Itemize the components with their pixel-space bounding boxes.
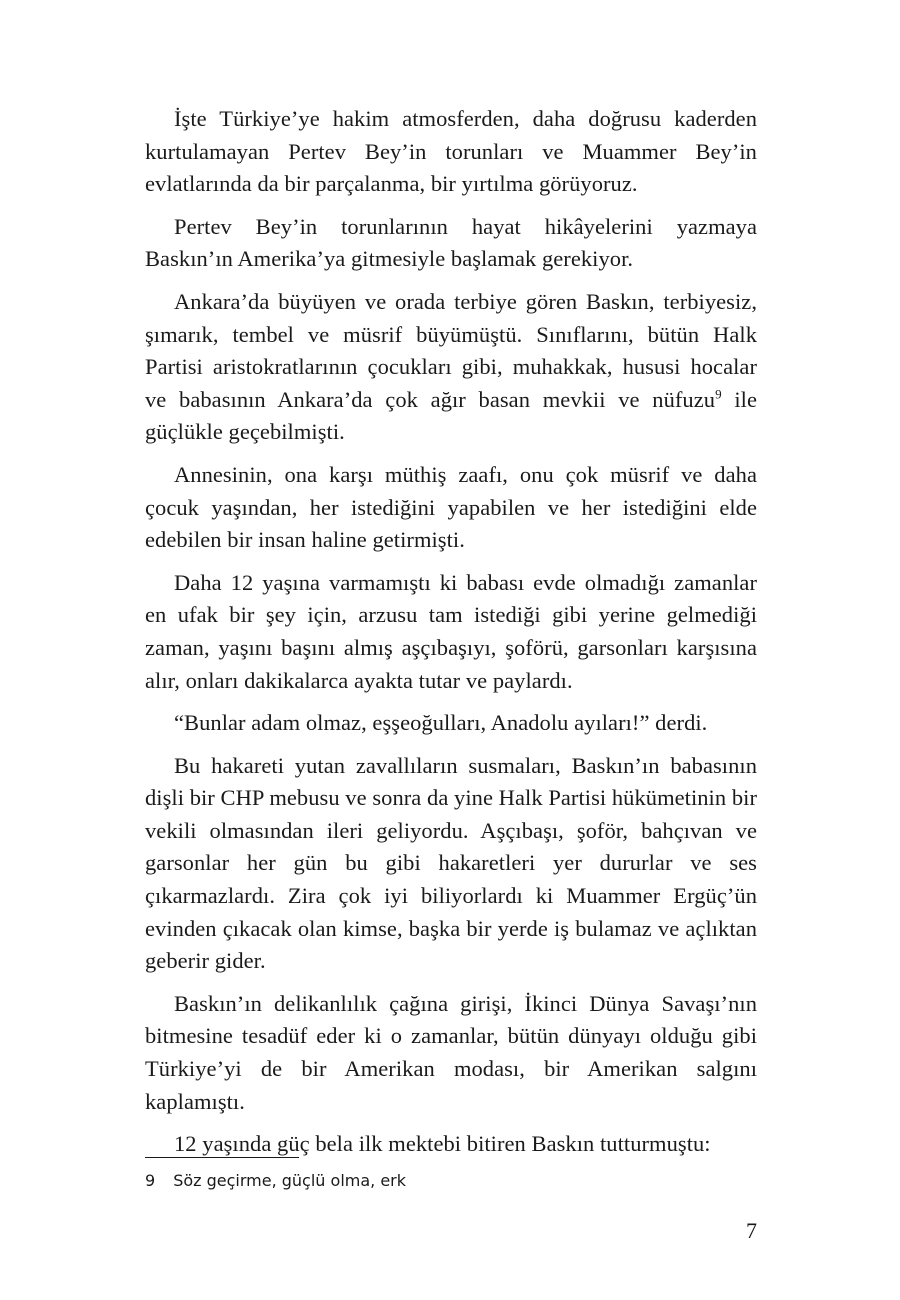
paragraph-9: 12 yaşında güç bela ilk mektebi bitiren Baskın tutturmuştu: [174, 1131, 711, 1157]
paragraph-8: Baskın’ın delikanlılık çağına girişi, İkinci Dünya Savaşı’nın bitmesine tesadüf eder ki o zamanlar, bütün dünyayı olduğu gibi Türkiye’yi de bir Amerikan modası, bir Amerikan salgını kaplamıştı. [145, 990, 757, 1114]
paragraph-2: Pertev Bey’in torunlarının hayat hikâyelerini yazmaya Baskın’ın Amerika’ya gitmesiyle başlamak gerekiyor. [145, 213, 757, 272]
paragraph-7: Bu hakareti yutan zavallıların susmaları, Baskın’ın babasının dişli bir CHP mebusu ve sonra da yine Halk Partisi hükümetinin bir vekili olmasından ileri geliyordu. Aşçıbaşı, şoför, bahçıvan ve garsonlar her gün bu gibi hakaretleri yer dururlar ve ses çıkarmazlardı. Zira çok iyi biliyorlardı ki Muammer Ergüç’ün evinden çıkacak olan kimse, başka bir yerde iş bulamaz ve açlıktan geberir gider. [145, 752, 757, 974]
paragraph-3-text: Ankara’da büyüyen ve orada terbiye gören Baskın, terbiyesiz, şımarık, tembel ve müsrif büyümüştü. Sınıflarını, bütün Halk Partisi aristokratlarının çocukları gibi, muhakkak, hususi hocalar ve babasının Ankara’da çok ağır basan mevkii ve nüfuzu [145, 288, 757, 412]
footnote-divider [145, 1157, 299, 1158]
paragraph-1: İşte Türkiye’ye hakim atmosferden, daha doğrusu kaderden kurtulamayan Pertev Bey’in torunları ve Muammer Bey’in evlatlarında da bir parçalanma, bir yırtılma görüyoruz. [145, 106, 757, 197]
page-number: 7 [746, 1218, 757, 1243]
paragraph-4: Annesinin, ona karşı müthiş zaafı, onu çok müsrif ve daha çocuk yaşından, her istediğini yapabilen ve her istediğini elde edebilen bir insan haline getirmişti. [145, 461, 757, 553]
paragraph-3-text-end: ile güçlükle geçebilmişti. [145, 386, 757, 445]
footnote-text: Söz geçirme, güçlü olma, erk [173, 1171, 407, 1190]
paragraph-3 [145, 286, 757, 449]
paragraph-6: “Bunlar adam olmaz, eşşeoğulları, Anadolu ayıları!” derdi. [174, 710, 708, 736]
footnote-reference[interactable]: 9 [715, 386, 722, 402]
footnote-number: 9 [145, 1171, 156, 1190]
body-text [145, 103, 757, 1171]
footnote [145, 1170, 406, 1192]
paragraph-5: Daha 12 yaşına varmamıştı ki babası evde olmadığı zamanlar en ufak bir şey için, arzusu tam istediği gibi yerine gelmediği zaman, yaşını başını almış aşçıbaşıyı, şoförü, garsonları karşısına alır, onları dakikalarca ayakta tutar ve paylardı. [145, 569, 757, 693]
